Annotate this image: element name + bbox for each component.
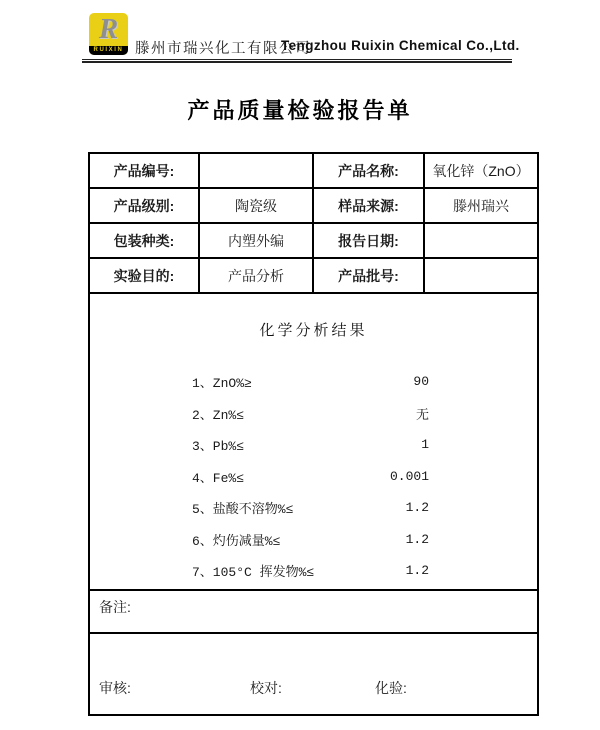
- review-label: 审核:: [99, 680, 131, 696]
- analysis-item-value: 0.001: [389, 468, 429, 484]
- remarks-cell: [89, 590, 538, 633]
- analysis-item-value: 1: [421, 437, 429, 453]
- analysis-item-ignition-loss: [192, 524, 429, 556]
- batch-no-value: [424, 258, 538, 293]
- logo-brand-text: RUIXIN: [89, 46, 128, 55]
- info-row-packaging: [89, 223, 538, 258]
- analysis-item-label: 7、105°C 挥发物%≤: [192, 565, 315, 581]
- proofread-label: 校对:: [250, 680, 282, 696]
- product-grade-label: 产品级别:: [89, 188, 199, 223]
- ruixin-logo: [89, 13, 128, 55]
- report-table: [88, 152, 539, 716]
- company-name-chinese: 滕州市瑞兴化工有限公司: [135, 41, 311, 57]
- analysis-item-fe: [192, 461, 429, 493]
- company-name-english: Tengzhou Ruixin Chemical Co.,Ltd.: [281, 38, 520, 53]
- page-title: 产品质量检验报告单: [187, 98, 413, 123]
- analysis-section: [89, 293, 538, 590]
- analysis-item-pb: [192, 429, 429, 461]
- info-row-product-no: [89, 153, 538, 188]
- signature-row: [89, 633, 538, 715]
- sample-source-value: 滕州瑞兴: [424, 188, 538, 223]
- analysis-item-volatile: [192, 555, 429, 587]
- analysis-list: [192, 366, 429, 587]
- analysis-heading: 化学分析结果: [259, 322, 368, 339]
- product-name-label: 产品名称:: [313, 153, 424, 188]
- analysis-item-value: 1.2: [405, 531, 429, 547]
- product-no-value: [199, 153, 313, 188]
- info-row-purpose: [89, 258, 538, 293]
- analysis-item-zno: [192, 366, 429, 398]
- analysis-row: [89, 293, 538, 590]
- product-grade-value: 陶瓷级: [199, 188, 313, 223]
- analysis-item-hcl-insoluble: [192, 492, 429, 524]
- analysis-item-label: 3、Pb%≤: [192, 439, 245, 455]
- remarks-row: [89, 590, 538, 633]
- experiment-purpose-value: 产品分析: [199, 258, 313, 293]
- analysis-item-label: 4、Fe%≤: [192, 470, 245, 486]
- analysis-item-label: 1、ZnO%≥: [192, 376, 252, 392]
- analysis-item-label: 6、灼伤减量%≤: [192, 533, 281, 549]
- product-name-value: 氧化锌（ZnO）: [424, 153, 538, 188]
- product-no-label: 产品编号:: [89, 153, 199, 188]
- remarks-label: 备注:: [99, 599, 131, 615]
- analysis-item-value: 无: [415, 407, 429, 423]
- analysis-item-label: 2、Zn%≤: [192, 407, 245, 423]
- analysis-item-label: 5、盐酸不溶物%≤: [192, 502, 294, 518]
- experiment-purpose-label: 实验目的:: [89, 258, 199, 293]
- batch-no-label: 产品批号:: [313, 258, 424, 293]
- info-row-product-grade: [89, 188, 538, 223]
- logo-r-glyph: R: [98, 13, 119, 45]
- analysis-item-zn: [192, 398, 429, 430]
- packaging-type-label: 包装种类:: [89, 223, 199, 258]
- analysis-item-value: 1.2: [405, 563, 429, 579]
- packaging-type-value: 内塑外编: [199, 223, 313, 258]
- report-date-label: 报告日期:: [313, 223, 424, 258]
- test-label: 化验:: [375, 680, 407, 696]
- signature-cell: [89, 633, 538, 715]
- sample-source-label: 样品来源:: [313, 188, 424, 223]
- analysis-item-value: 90: [413, 374, 429, 390]
- header-divider: [82, 59, 512, 63]
- report-date-value: [424, 223, 538, 258]
- analysis-item-value: 1.2: [405, 500, 429, 516]
